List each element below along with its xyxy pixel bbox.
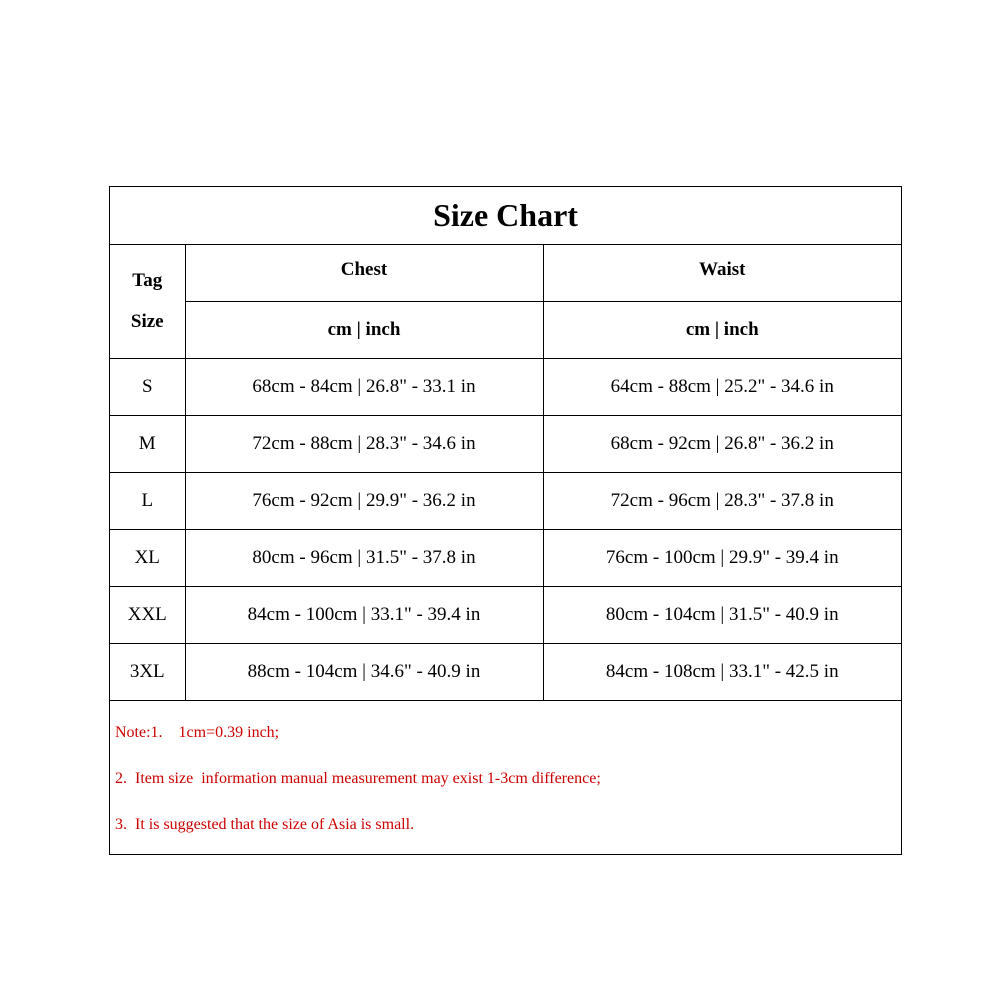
size-chart	[109, 186, 902, 855]
chart-title: Size Chart	[110, 187, 901, 244]
table-row	[110, 415, 901, 472]
waist-cell: 64cm - 88cm | 25.2" - 34.6 in	[543, 358, 901, 415]
waist-unit-header: cm | inch	[543, 301, 901, 358]
size-cell: XL	[110, 529, 185, 586]
notes-section	[110, 700, 901, 858]
size-cell: L	[110, 472, 185, 529]
table-row	[110, 643, 901, 700]
table-row	[110, 529, 901, 586]
chest-cell: 84cm - 100cm | 33.1" - 39.4 in	[185, 586, 543, 643]
table-row	[110, 586, 901, 643]
chest-cell: 68cm - 84cm | 26.8" - 33.1 in	[185, 358, 543, 415]
chest-cell: 88cm - 104cm | 34.6" - 40.9 in	[185, 643, 543, 700]
size-cell: M	[110, 415, 185, 472]
table-row	[110, 472, 901, 529]
waist-header: Waist	[543, 244, 901, 301]
waist-cell: 72cm - 96cm | 28.3" - 37.8 in	[543, 472, 901, 529]
chest-cell: 76cm - 92cm | 29.9" - 36.2 in	[185, 472, 543, 529]
note-line: Note:1. 1cm=0.39 inch;	[115, 723, 280, 741]
note-line: 3. It is suggested that the size of Asia is small.	[115, 815, 415, 833]
tag-size-header	[110, 244, 185, 358]
size-chart-table	[110, 187, 901, 858]
chest-unit-header: cm | inch	[185, 301, 543, 358]
table-row	[110, 358, 901, 415]
tag-size-header-line2: Size	[130, 311, 164, 332]
waist-cell: 76cm - 100cm | 29.9" - 39.4 in	[543, 529, 901, 586]
waist-cell: 80cm - 104cm | 31.5" - 40.9 in	[543, 586, 901, 643]
waist-cell: 68cm - 92cm | 26.8" - 36.2 in	[543, 415, 901, 472]
note-line: 2. Item size information manual measurement may exist 1-3cm difference;	[115, 769, 601, 787]
waist-cell: 84cm - 108cm | 33.1" - 42.5 in	[543, 643, 901, 700]
size-cell: 3XL	[110, 643, 185, 700]
size-cell: S	[110, 358, 185, 415]
chest-header: Chest	[185, 244, 543, 301]
chest-cell: 80cm - 96cm | 31.5" - 37.8 in	[185, 529, 543, 586]
tag-size-header-line1: Tag	[132, 270, 163, 291]
chest-cell: 72cm - 88cm | 28.3" - 34.6 in	[185, 415, 543, 472]
size-cell: XXL	[110, 586, 185, 643]
